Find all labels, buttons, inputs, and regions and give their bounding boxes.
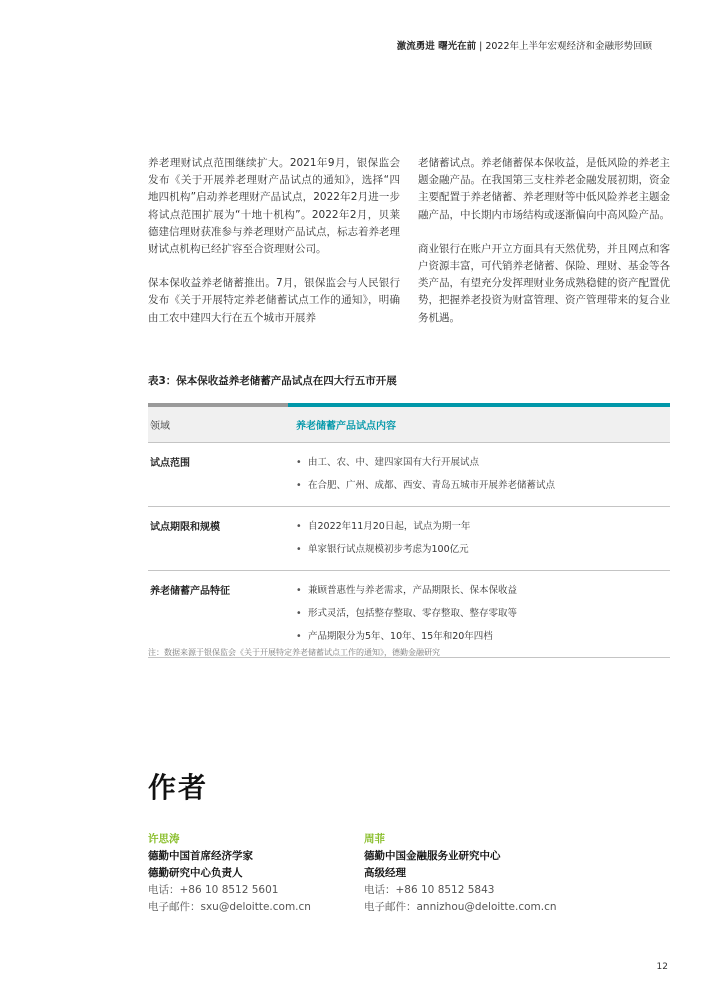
- header-col-domain: 领域: [150, 421, 170, 432]
- author-name: 许思涛: [148, 833, 180, 845]
- table-header-row: [148, 407, 670, 443]
- table-row: [148, 507, 670, 571]
- header-title: 激流勇进 曙光在前: [396, 41, 477, 52]
- table-source-note: 注：数据来源于银保监会《关于开展特定养老储蓄试点工作的通知》，德勤金融研究: [148, 648, 440, 657]
- table-top-rule: [148, 403, 670, 407]
- left-column: [148, 155, 400, 344]
- table-row: [148, 571, 670, 658]
- pilot-table: [148, 403, 670, 658]
- header-subtitle: 2022年上半年宏观经济和金融形势回顾: [485, 41, 652, 52]
- row-label: 养老储蓄产品特征: [150, 586, 230, 597]
- table-title: 表3：保本保收益养老储蓄产品试点在四大行五市开展: [148, 375, 397, 387]
- author-name: 周菲: [364, 833, 385, 845]
- author-role: 德勤研究中心负责人: [148, 867, 243, 879]
- page-number: 12: [656, 962, 668, 972]
- author-role: 德勤中国首席经济学家: [148, 850, 253, 862]
- author-role: 德勤中国金融服务业研究中心: [364, 850, 501, 862]
- author-card: [364, 831, 557, 916]
- row-label: 试点期限和规模: [150, 522, 220, 533]
- right-column: [418, 155, 670, 344]
- list-item: • 由工、农、中、建四家国有大行开展试点: [296, 451, 670, 474]
- header-col-content: 养老储蓄产品试点内容: [296, 421, 396, 432]
- running-header: [397, 38, 652, 52]
- list-item: • 自2022年11月20日起，试点为期一年: [296, 515, 670, 538]
- table-row: [148, 443, 670, 507]
- header-separator: |: [479, 41, 483, 52]
- author-phone: 电话：+86 10 8512 5601: [148, 884, 279, 896]
- author-email[interactable]: 电子邮件：sxu@deloitte.com.cn: [148, 901, 311, 913]
- paragraph: 商业银行在账户开立方面具有天然优势，并且网点和客户资源丰富，可代销养老储蓄、保险、理财、基金等各类产品，有望充分发挥理财业务成熟稳健的资产配置优势，把握养老投资为财富管理、资产管理带来的复合业务机遇。: [418, 242, 670, 324]
- list-item: • 单家银行试点规模初步考虑为100亿元: [296, 538, 670, 561]
- list-item: • 形式灵活，包括整存整取、零存整取、整存零取等: [296, 602, 670, 625]
- list-item: • 兼顾普惠性与养老需求，产品期限长、保本保收益: [296, 579, 670, 602]
- list-item: • 在合肥、广州、成都、西安、青岛五城市开展养老储蓄试点: [296, 474, 670, 497]
- author-phone: 电话：+86 10 8512 5843: [364, 884, 495, 896]
- paragraph: 养老理财试点范围继续扩大。2021年9月，银保监会发布《关于开展养老理财产品试点的通知》，选择“四地四机构”启动养老理财产品试点，2022年2月进一步将试点范围扩展为“十地十机构”。2022年2月，贝莱德建信理财获准参与养老理财产品试点，标志着养老理财试点机构已经扩容至合资理财公司。: [148, 157, 400, 256]
- row-label: 试点范围: [150, 458, 190, 469]
- paragraph: 老储蓄试点。养老储蓄保本保收益，是低风险的养老主题金融产品。在我国第三支柱养老金融发展初期，资金主要配置于养老储蓄、养老理财等中低风险养老主题金融产品，中长期内市场结构或逐渐偏向中高风险产品。: [418, 157, 670, 221]
- authors-heading: 作者: [148, 771, 209, 804]
- list-item: • 产品期限分为5年、10年、15年和20年四档: [296, 625, 670, 648]
- author-email[interactable]: 电子邮件：annizhou@deloitte.com.cn: [364, 901, 557, 913]
- author-role: 高级经理: [364, 867, 406, 879]
- author-card: [148, 831, 311, 916]
- paragraph: 保本保收益养老储蓄推出。7月，银保监会与人民银行发布《关于开展特定养老储蓄试点工作的通知》，明确由工农中建四大行在五个城市开展养: [148, 277, 400, 324]
